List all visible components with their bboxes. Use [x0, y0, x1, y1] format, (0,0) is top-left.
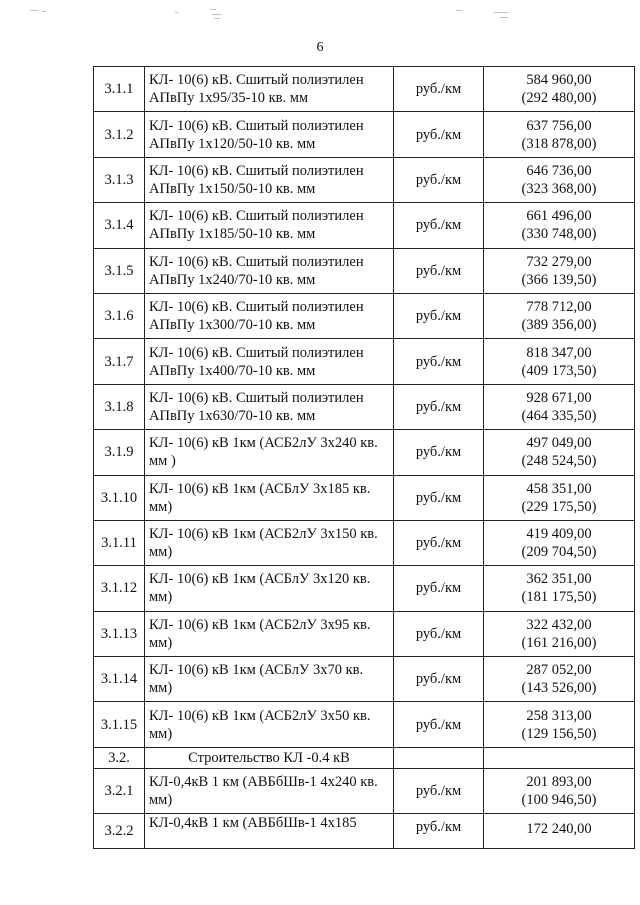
item-price-alt: (129 156,50)	[521, 725, 597, 742]
table-row	[94, 67, 635, 112]
empty-cell	[484, 747, 635, 768]
item-number: 3.1.14	[94, 657, 145, 702]
item-price-cell	[484, 67, 635, 112]
table-row	[94, 814, 635, 849]
item-price-cell	[484, 339, 635, 384]
item-price: 458 351,00	[526, 480, 592, 497]
item-price-alt: (292 480,00)	[521, 90, 597, 107]
item-description: КЛ- 10(6) кВ 1км (АСБ2лУ 3х95 кв. мм)	[145, 611, 394, 656]
item-price: 778 712,00	[526, 299, 592, 316]
item-price: 287 052,00	[526, 662, 592, 679]
item-price-alt: (366 139,50)	[521, 271, 597, 288]
scan-noise	[0, 6, 640, 26]
table-row	[94, 112, 635, 157]
item-unit: руб./км	[394, 657, 484, 702]
table-row	[94, 339, 635, 384]
item-description: КЛ- 10(6) кВ 1км (АСБлУ 3х70 кв. мм)	[145, 657, 394, 702]
item-description: КЛ- 10(6) кВ 1км (АСБ2лУ 3х240 кв. мм )	[145, 430, 394, 475]
item-price: 172 240,00	[484, 814, 635, 849]
item-number: 3.1.8	[94, 384, 145, 429]
item-price-alt: (318 878,00)	[521, 135, 597, 152]
item-price: 661 496,00	[526, 208, 592, 225]
table-row	[94, 702, 635, 747]
price-table	[93, 66, 635, 849]
item-description: КЛ- 10(6) кВ. Сшитый полиэтилен АПвПу 1х95/35-10 кв. мм	[145, 67, 394, 112]
empty-cell	[394, 747, 484, 768]
item-price-alt: (229 175,50)	[521, 498, 597, 515]
table-row	[94, 293, 635, 338]
item-price-cell	[484, 475, 635, 520]
table-row	[94, 384, 635, 429]
page-number: 6	[316, 40, 324, 55]
item-number: 3.1.7	[94, 339, 145, 384]
table-row	[94, 657, 635, 702]
table-row	[94, 520, 635, 565]
item-number: 3.1.11	[94, 520, 145, 565]
item-number: 3.1.10	[94, 475, 145, 520]
item-price-cell	[484, 657, 635, 702]
item-price-cell	[484, 384, 635, 429]
item-unit: руб./км	[394, 339, 484, 384]
item-price-cell	[484, 293, 635, 338]
item-price-alt: (464 335,50)	[521, 407, 597, 424]
item-price-cell	[484, 702, 635, 747]
item-unit: руб./км	[394, 611, 484, 656]
item-number: 3.1.15	[94, 702, 145, 747]
item-price-cell	[484, 566, 635, 611]
item-price-alt: (209 704,50)	[521, 544, 597, 561]
table-row	[94, 157, 635, 202]
item-price-alt: (330 748,00)	[521, 226, 597, 243]
item-price: 646 736,00	[526, 162, 592, 179]
item-number: 3.1.1	[94, 67, 145, 112]
item-price-alt: (161 216,00)	[521, 634, 597, 651]
item-price: 258 313,00	[526, 707, 592, 724]
item-description: КЛ- 10(6) кВ. Сшитый полиэтилен АПвПу 1х400/70-10 кв. мм	[145, 339, 394, 384]
section-number: 3.2.	[94, 747, 145, 768]
item-price: 732 279,00	[526, 253, 592, 270]
item-number: 3.1.13	[94, 611, 145, 656]
item-unit: руб./км	[394, 112, 484, 157]
item-number: 3.1.5	[94, 248, 145, 293]
item-price-alt: (389 356,00)	[521, 317, 597, 334]
item-price-cell	[484, 520, 635, 565]
item-unit: руб./км	[394, 566, 484, 611]
item-unit: руб./км	[394, 157, 484, 202]
item-price-cell	[484, 611, 635, 656]
table-row	[94, 768, 635, 813]
item-unit: руб./км	[394, 430, 484, 475]
item-number: 3.1.4	[94, 203, 145, 248]
item-unit: руб./км	[394, 293, 484, 338]
item-number: 3.1.3	[94, 157, 145, 202]
item-price: 497 049,00	[526, 435, 592, 452]
item-price-cell	[484, 203, 635, 248]
section-row	[94, 747, 635, 768]
item-price: 322 432,00	[526, 616, 592, 633]
item-description: КЛ- 10(6) кВ. Сшитый полиэтилен АПвПу 1х240/70-10 кв. мм	[145, 248, 394, 293]
item-number: 3.1.6	[94, 293, 145, 338]
item-number: 3.2.1	[94, 768, 145, 813]
item-price: 419 409,00	[526, 526, 592, 543]
item-price: 818 347,00	[526, 344, 592, 361]
item-price-cell	[484, 157, 635, 202]
item-number: 3.1.9	[94, 430, 145, 475]
item-price-cell	[484, 430, 635, 475]
item-description: КЛ- 10(6) кВ 1км (АСБлУ 3х120 кв. мм)	[145, 566, 394, 611]
item-price: 201 893,00	[526, 774, 592, 791]
item-description: КЛ-0,4кВ 1 км (АВБбШв-1 4х240 кв. мм)	[145, 768, 394, 813]
item-unit: руб./км	[394, 768, 484, 813]
item-unit: руб./км	[394, 520, 484, 565]
item-number: 3.1.2	[94, 112, 145, 157]
item-price: 928 671,00	[526, 389, 592, 406]
item-price-alt: (248 524,50)	[521, 453, 597, 470]
item-description: КЛ-0,4кВ 1 км (АВБбШв-1 4х185	[145, 814, 394, 849]
item-description: КЛ- 10(6) кВ. Сшитый полиэтилен АПвПу 1х120/50-10 кв. мм	[145, 112, 394, 157]
item-price-cell	[484, 112, 635, 157]
item-price-alt: (100 946,50)	[521, 792, 597, 809]
item-number: 3.1.12	[94, 566, 145, 611]
item-description: КЛ- 10(6) кВ 1км (АСБ2лУ 3х150 кв. мм)	[145, 520, 394, 565]
item-description: КЛ- 10(6) кВ. Сшитый полиэтилен АПвПу 1х300/70-10 кв. мм	[145, 293, 394, 338]
item-price-alt: (323 368,00)	[521, 180, 597, 197]
item-unit: руб./км	[394, 384, 484, 429]
section-title: Строительство КЛ -0.4 кВ	[145, 747, 394, 768]
table-row	[94, 248, 635, 293]
item-price-cell	[484, 248, 635, 293]
item-description: КЛ- 10(6) кВ. Сшитый полиэтилен АПвПу 1х150/50-10 кв. мм	[145, 157, 394, 202]
item-unit: руб./км	[394, 203, 484, 248]
item-description: КЛ- 10(6) кВ 1км (АСБлУ 3х185 кв. мм)	[145, 475, 394, 520]
item-description: КЛ- 10(6) кВ 1км (АСБ2лУ 3х50 кв. мм)	[145, 702, 394, 747]
item-unit: руб./км	[394, 67, 484, 112]
item-price: 584 960,00	[526, 72, 592, 89]
item-price-alt: (409 173,50)	[521, 362, 597, 379]
item-description: КЛ- 10(6) кВ. Сшитый полиэтилен АПвПу 1х185/50-10 кв. мм	[145, 203, 394, 248]
item-price-alt: (181 175,50)	[521, 589, 597, 606]
table-row	[94, 566, 635, 611]
table-row	[94, 611, 635, 656]
item-description: КЛ- 10(6) кВ. Сшитый полиэтилен АПвПу 1х630/70-10 кв. мм	[145, 384, 394, 429]
item-price-alt: (143 526,00)	[521, 680, 597, 697]
item-unit: руб./км	[394, 814, 484, 849]
item-number: 3.2.2	[94, 814, 145, 849]
item-unit: руб./км	[394, 702, 484, 747]
table-row	[94, 475, 635, 520]
table-row	[94, 430, 635, 475]
item-unit: руб./км	[394, 475, 484, 520]
table-row	[94, 203, 635, 248]
item-price: 637 756,00	[526, 117, 592, 134]
item-price-cell	[484, 768, 635, 813]
item-price: 362 351,00	[526, 571, 592, 588]
item-unit: руб./км	[394, 248, 484, 293]
